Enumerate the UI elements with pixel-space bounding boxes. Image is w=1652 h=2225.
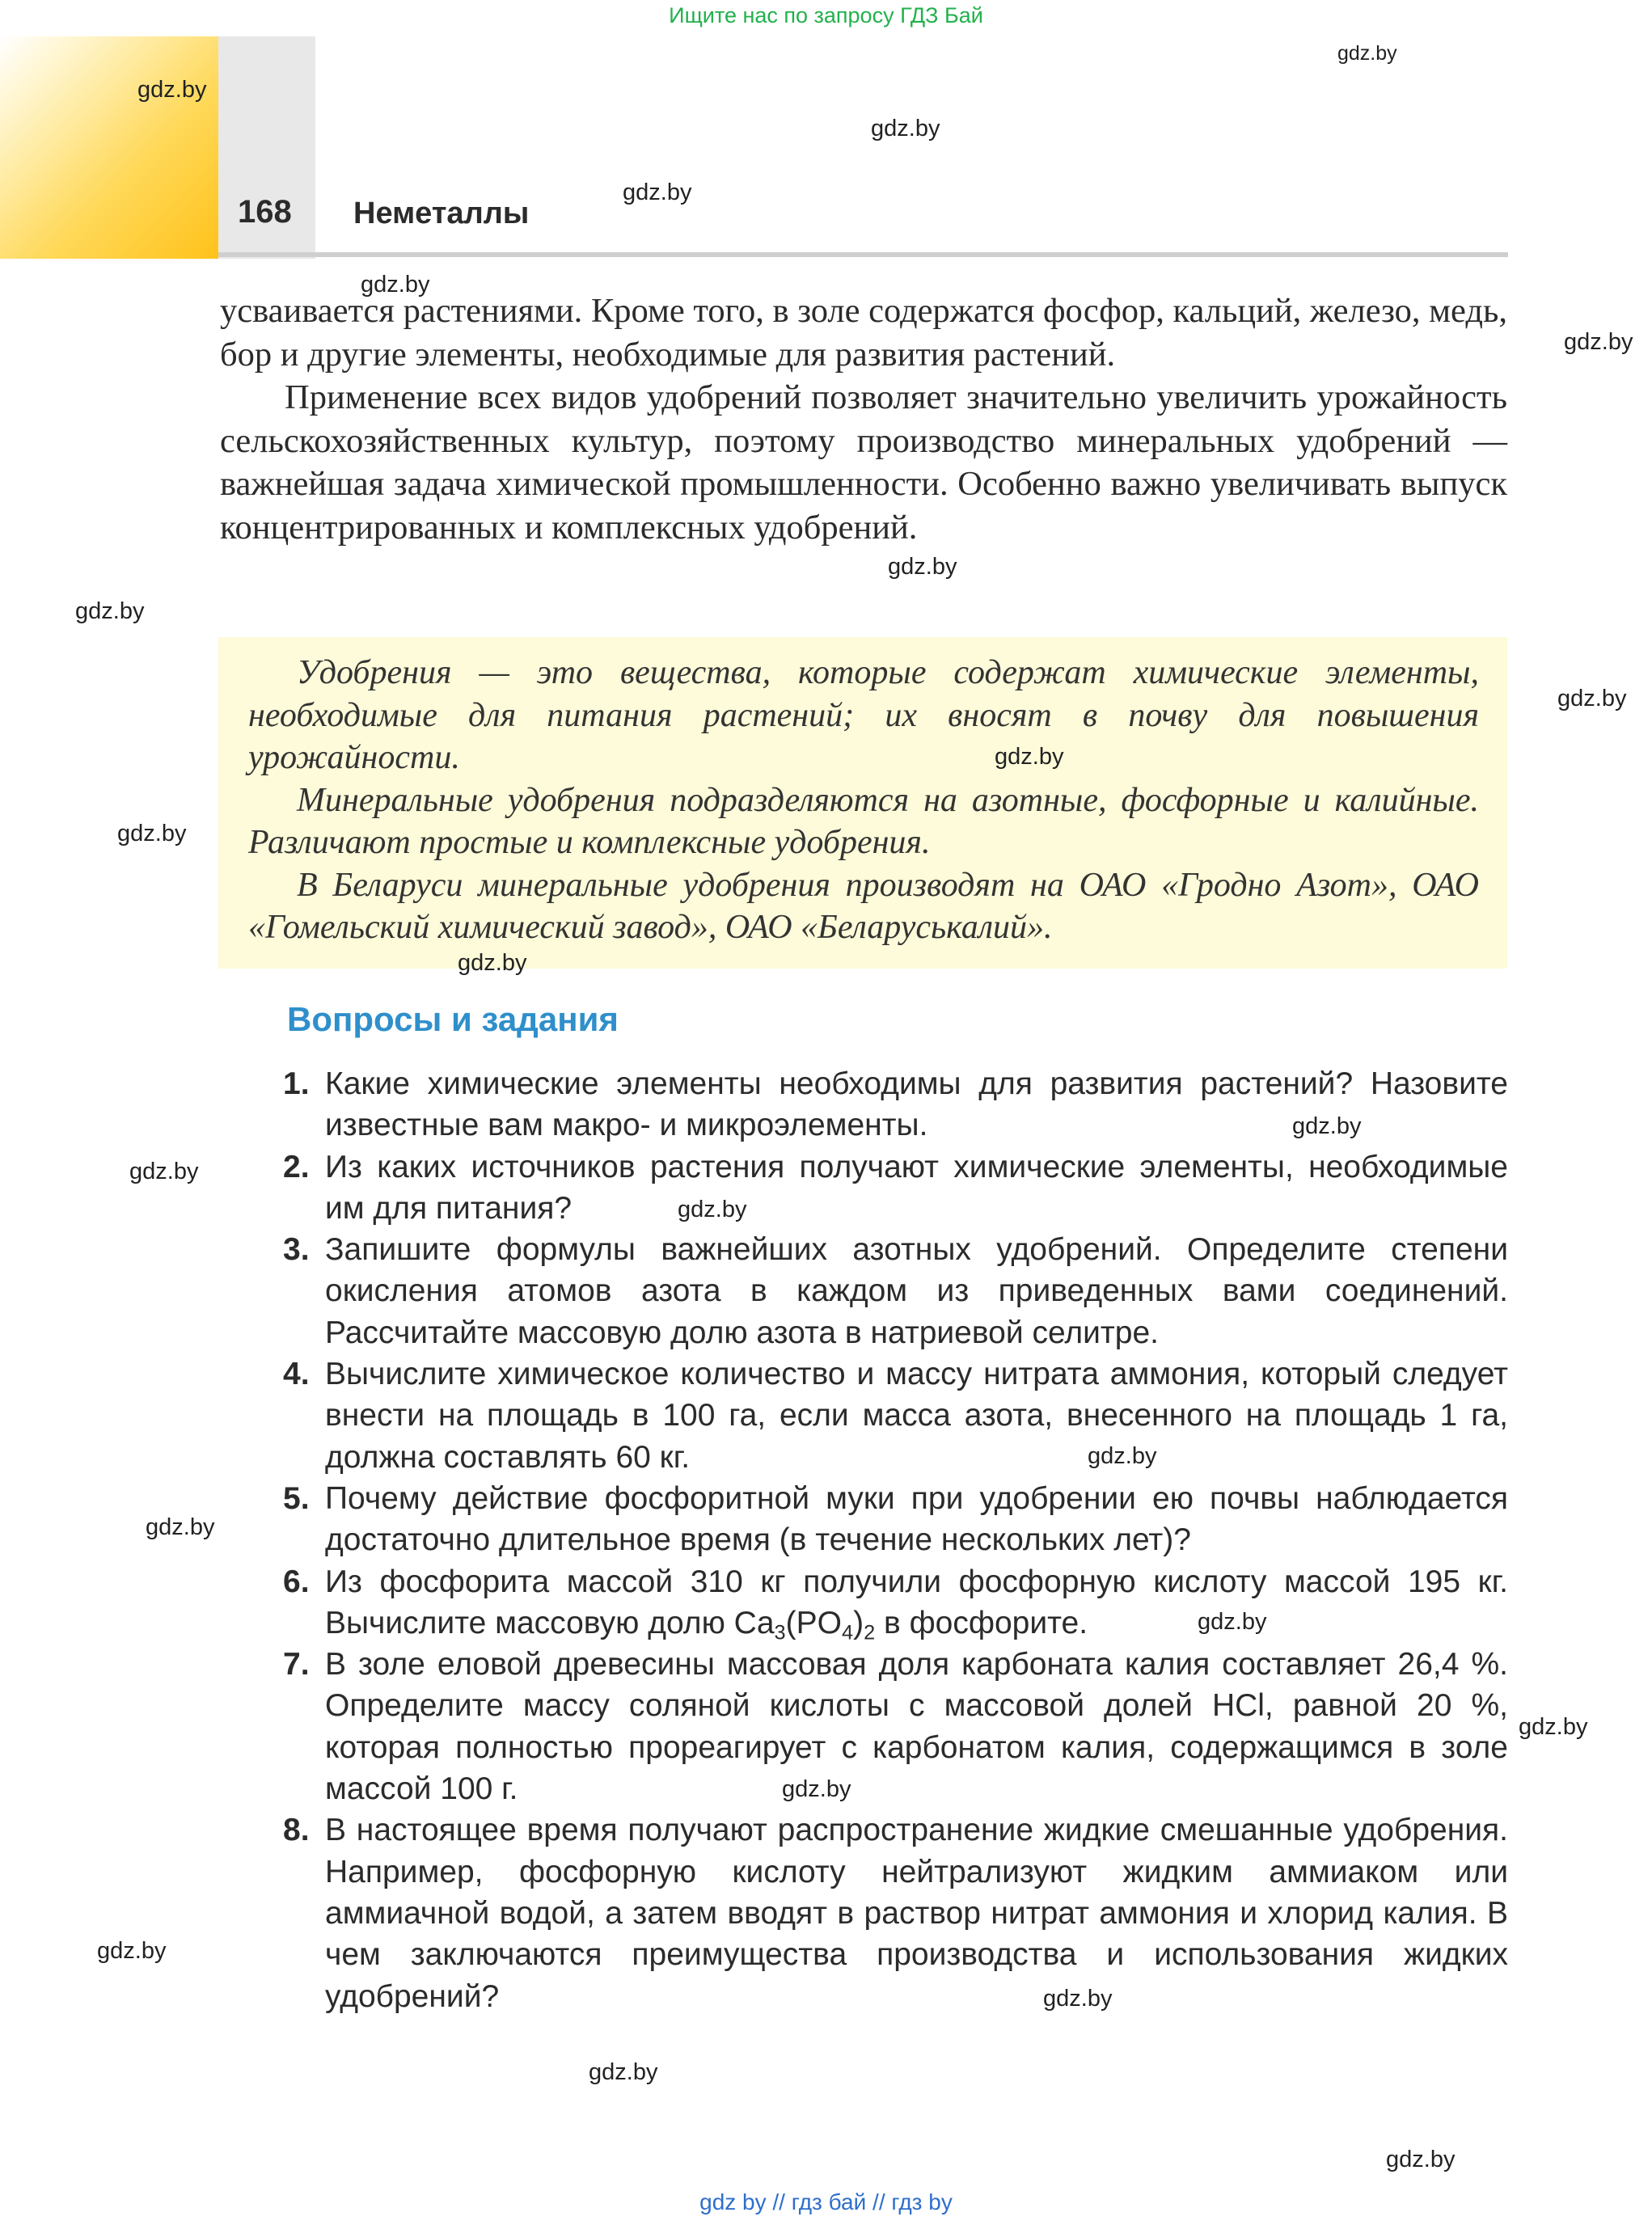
watermark: gdz.by	[1088, 1443, 1157, 1469]
watermark: gdz.by	[1337, 42, 1397, 65]
top-banner[interactable]: Ищите нас по запросу ГДЗ Бай	[669, 3, 983, 27]
question-number: 8.	[283, 1813, 310, 1848]
watermark: gdz.by	[137, 77, 207, 103]
watermark: gdz.by	[1386, 2147, 1456, 2172]
watermark: gdz.by	[117, 821, 187, 847]
watermark: gdz.by	[361, 272, 430, 298]
body-paragraph: Применение всех видов удобрений позволяет значительно увеличить урожайность сельскохозяйственных культур, поэтому производство минеральных удобрений — важнейшая задача химической промышленности. Особенно важно увеличивать выпуск концентрированных и комплексных удобрений.	[220, 378, 1507, 547]
formula-subscript: 3	[774, 1621, 786, 1644]
question-item	[283, 1353, 1508, 1478]
formula-subscript: 4	[841, 1621, 854, 1644]
watermark: gdz.by	[129, 1159, 199, 1184]
question-item	[283, 1229, 1508, 1353]
body-text	[220, 289, 1507, 549]
question-text-part: в фосфорите.	[875, 1605, 1088, 1640]
watermark: gdz.by	[458, 950, 527, 976]
question-number: 1.	[283, 1066, 310, 1101]
question-text: Почему действие фосфоритной муки при удобрении ею почвы наблюдается достаточно длительное время (в течение нескольких лет)?	[325, 1480, 1508, 1558]
watermark: gdz.by	[1557, 686, 1627, 711]
question-text-part: (PO	[785, 1605, 842, 1640]
question-text	[325, 1564, 1508, 1644]
body-paragraph: усваивается растениями. Кроме того, в золе содержатся фосфор, кальций, железо, медь, бор и другие элементы, необходимые для развития растений.	[220, 292, 1507, 374]
questions-heading: Вопросы и задания	[287, 1000, 619, 1038]
watermark: gdz.by	[589, 2059, 658, 2085]
question-number: 6.	[283, 1564, 310, 1599]
watermark: gdz.by	[995, 744, 1064, 770]
definition-paragraph: Удобрения — это вещества, которые содержат химические элементы, необходимые для питания растений; их вносят в почву для повышения урожайности.	[248, 654, 1479, 776]
question-item	[283, 1561, 1508, 1644]
question-text-part: Из фосфорита массой 310 кг получили фосфорную кислоту массой 195 кг. Вычислите массовую долю Ca	[325, 1564, 1508, 1640]
definition-paragraph: В Беларуси минеральные удобрения производят на ОАО «Гродно Азот», ОАО «Гомельский химический завод», ОАО «Беларуськалий».	[248, 866, 1479, 946]
watermark: gdz.by	[782, 1776, 851, 1802]
watermark: gdz.by	[1198, 1609, 1267, 1635]
questions-list	[283, 1063, 1508, 2017]
question-item	[283, 1644, 1508, 1809]
question-text: В золе еловой древесины массовая доля карбоната калия составляет 26,4 %. Определите массу соляной кислоты с массовой долей HCl, равной 20 %, которая полностью прореагирует с карбонатом калия, содержащимся в золе массой 100 г.	[325, 1647, 1508, 1807]
footer-links[interactable]: gdz by // гдз бай // гдз by	[699, 2189, 953, 2214]
chapter-title: Неметаллы	[353, 196, 530, 230]
watermark: gdz.by	[623, 179, 692, 205]
definition-paragraph: Минеральные удобрения подразделяются на азотные, фосфорные и калийные. Различают простые и комплексные удобрения.	[248, 781, 1479, 861]
watermark: gdz.by	[678, 1197, 747, 1222]
question-item	[283, 1146, 1508, 1230]
question-text-part: )	[853, 1605, 864, 1640]
question-text: Какие химические элементы необходимы для развития растений? Назовите известные вам макро- и микроэлементы.	[325, 1066, 1508, 1143]
question-text: В настоящее время получают распространение жидкие смешанные удобрения. Например, фосфорную кислоту нейтрализуют жидким аммиаком или аммиачной водой, а затем вводят в раствор нитрат аммония и хлорид калия. В чем заключаются преимущества производства и использования жидких удобрений?	[325, 1813, 1508, 2014]
question-number: 7.	[283, 1647, 310, 1682]
watermark: gdz.by	[1292, 1113, 1362, 1139]
definition-text	[248, 652, 1479, 949]
header-divider	[218, 252, 1508, 257]
question-number: 4.	[283, 1357, 310, 1392]
question-text: Запишите формулы важнейших азотных удобрений. Определите степени окисления атомов азота в каждом из приведенных вами соединений. Рассчитайте массовую долю азота в натриевой селитре.	[325, 1232, 1508, 1350]
corner-gradient-decoration	[0, 36, 218, 259]
watermark: gdz.by	[871, 116, 940, 141]
watermark: gdz.by	[146, 1514, 215, 1540]
watermark: gdz.by	[1519, 1714, 1588, 1740]
question-number: 5.	[283, 1480, 310, 1516]
formula-subscript: 2	[864, 1621, 876, 1644]
page-number: 168	[238, 194, 292, 230]
question-text: Из каких источников растения получают химические элементы, необходимые им для питания?	[325, 1149, 1508, 1226]
watermark: gdz.by	[1043, 1986, 1113, 2012]
question-item	[283, 1809, 1508, 2016]
question-text: Вычислите химическое количество и массу нитрата аммония, который следует внести на площадь в 100 га, если масса азота, внесенного на площадь 1 га, должна составлять 60 кг.	[325, 1357, 1508, 1475]
watermark: gdz.by	[1564, 329, 1633, 355]
watermark: gdz.by	[97, 1938, 167, 1964]
question-number: 3.	[283, 1232, 310, 1268]
watermark: gdz.by	[888, 554, 957, 580]
question-number: 2.	[283, 1149, 310, 1184]
question-item	[283, 1478, 1508, 1561]
watermark: gdz.by	[75, 598, 145, 624]
